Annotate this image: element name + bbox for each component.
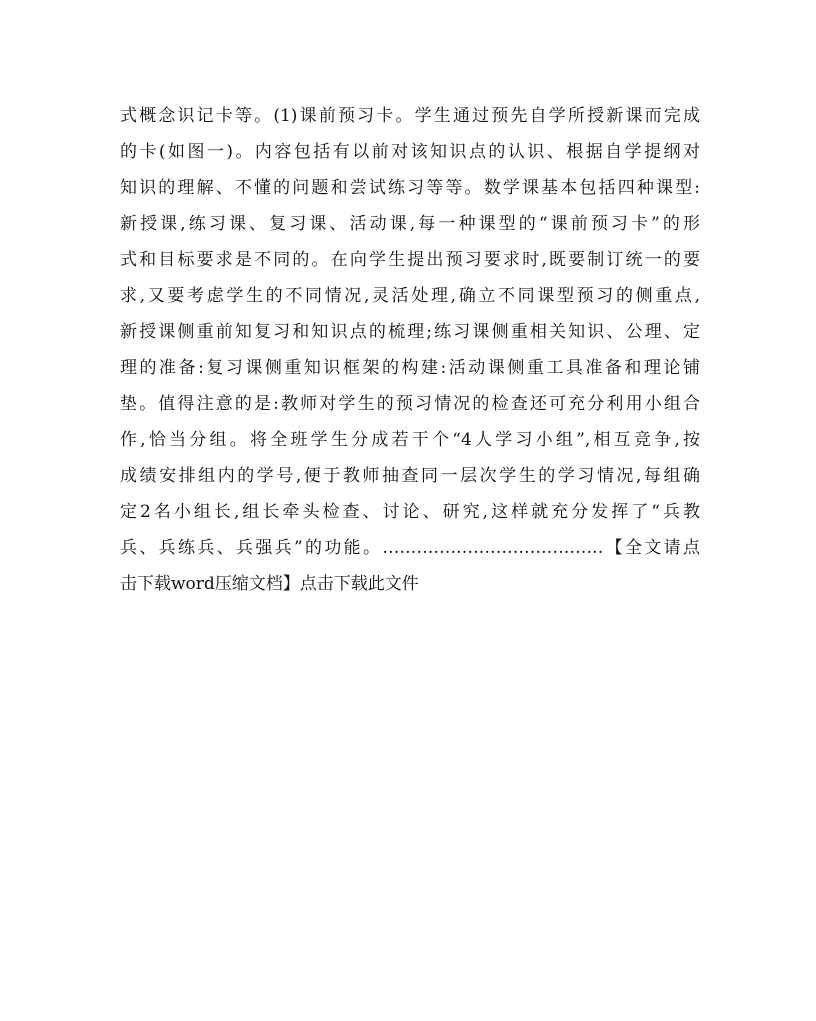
text-line: 知识的理解、不懂的问题和尝试练习等等。数学课基本包括四种课型:: [120, 178, 700, 198]
text-line: 新授课侧重前知复习和知识点的梳理;练习课侧重相关知识、公理、定: [120, 322, 700, 342]
text-line: 定2名小组长,组长牵头检查、讨论、研究,这样就充分发挥了“兵教: [120, 502, 700, 522]
download-link-line[interactable]: 击下载word压缩文档】点击下载此文件: [120, 574, 419, 594]
text-line: 新授课,练习课、复习课、活动课,每一种课型的“课前预习卡”的形: [120, 214, 700, 234]
text-line: 式概念识记卡等。(1)课前预习卡。学生通过预先自学所授新课而完成: [120, 106, 700, 126]
text-line: 的卡(如图一)。内容包括有以前对该知识点的认识、根据自学提纲对: [120, 142, 700, 162]
body-paragraph: [120, 98, 700, 602]
text-line: 作,恰当分组。将全班学生分成若干个“4人学习小组”,相互竞争,按: [120, 430, 700, 450]
text-line: 式和目标要求是不同的。在向学生提出预习要求时,既要制订统一的要: [120, 250, 700, 270]
text-line: 成绩安排组内的学号,便于教师抽查同一层次学生的学习情况,每组确: [120, 466, 700, 486]
text-line: 理的准备:复习课侧重知识框架的构建:活动课侧重工具准备和理论铺: [120, 358, 700, 378]
text-line: 兵、兵练兵、兵强兵”的功能。…………………………………【全文请点: [120, 538, 700, 558]
text-line: 求,又要考虑学生的不同情况,灵活处理,确立不同课型预习的侧重点,: [120, 286, 700, 306]
text-line: 垫。值得注意的是:教师对学生的预习情况的检查还可充分利用小组合: [120, 394, 700, 414]
